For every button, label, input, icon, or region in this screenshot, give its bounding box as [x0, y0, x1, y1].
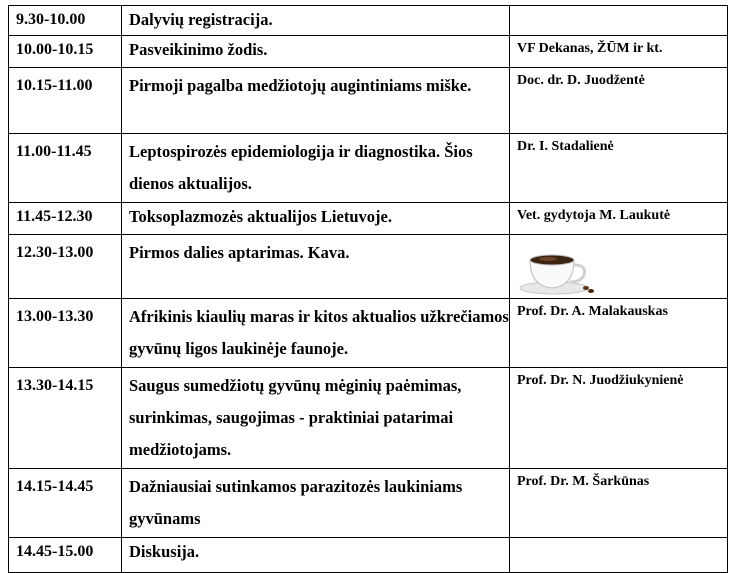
time-cell: 10.00-10.15 — [9, 36, 122, 68]
speaker-cell: VF Dekanas, ŽŪM ir kt. — [510, 36, 728, 68]
speaker-cell: Dr. I. Stadalienė — [510, 134, 728, 203]
table-row — [9, 36, 728, 68]
time-cell: 12.30-13.00 — [9, 235, 122, 299]
topic-cell: Pirmoji pagalba medžiotojų augintiniams miške. — [122, 68, 510, 134]
topic-cell: Leptospirozės epidemiologija ir diagnostika. Šios dienos aktualijos. — [122, 134, 510, 203]
time-cell: 14.45-15.00 — [9, 538, 122, 573]
table-row — [9, 299, 728, 368]
speaker-cell: Doc. dr. D. Juodžentė — [510, 68, 728, 134]
topic-cell: Pirmos dalies aptarimas. Kava. — [122, 235, 510, 299]
speaker-cell — [510, 235, 728, 299]
speaker-cell: Prof. Dr. A. Malakauskas — [510, 299, 728, 368]
time-cell: 13.00-13.30 — [9, 299, 122, 368]
topic-cell: Dalyvių registracija. — [122, 6, 510, 36]
speaker-cell — [510, 6, 728, 36]
agenda-table — [8, 5, 728, 573]
topic-cell: Afrikinis kiaulių maras ir kitos aktualios užkrečiamos gyvūnų ligos laukinėje faunoje. — [122, 299, 510, 368]
topic-cell: Diskusija. — [122, 538, 510, 573]
table-row — [9, 203, 728, 235]
topic-cell: Toksoplazmozės aktualijos Lietuvoje. — [122, 203, 510, 235]
table-row — [9, 469, 728, 538]
time-cell: 14.15-14.45 — [9, 469, 122, 538]
table-row — [9, 68, 728, 134]
topic-cell: Saugus sumedžiotų gyvūnų mėginių paėmimas, surinkimas, saugojimas - praktiniai patarimai medžiotojams. — [122, 368, 510, 469]
time-cell: 11.00-11.45 — [9, 134, 122, 203]
time-cell: 9.30-10.00 — [9, 6, 122, 36]
time-cell: 11.45-12.30 — [9, 203, 122, 235]
time-cell: 10.15-11.00 — [9, 68, 122, 134]
table-row — [9, 235, 728, 299]
speaker-cell: Prof. Dr. N. Juodžiukynienė — [510, 368, 728, 469]
speaker-cell: Vet. gydytoja M. Laukutė — [510, 203, 728, 235]
table-row — [9, 134, 728, 203]
table-row — [9, 368, 728, 469]
speaker-cell: Prof. Dr. M. Šarkūnas — [510, 469, 728, 538]
time-cell: 13.30-14.15 — [9, 368, 122, 469]
topic-cell: Dažniausiai sutinkamos parazitozės laukiniams gyvūnams — [122, 469, 510, 538]
speaker-cell — [510, 538, 728, 573]
coffee-cup-icon — [512, 238, 600, 298]
topic-cell: Pasveikinimo žodis. — [122, 36, 510, 68]
table-row — [9, 6, 728, 36]
table-row — [9, 538, 728, 573]
